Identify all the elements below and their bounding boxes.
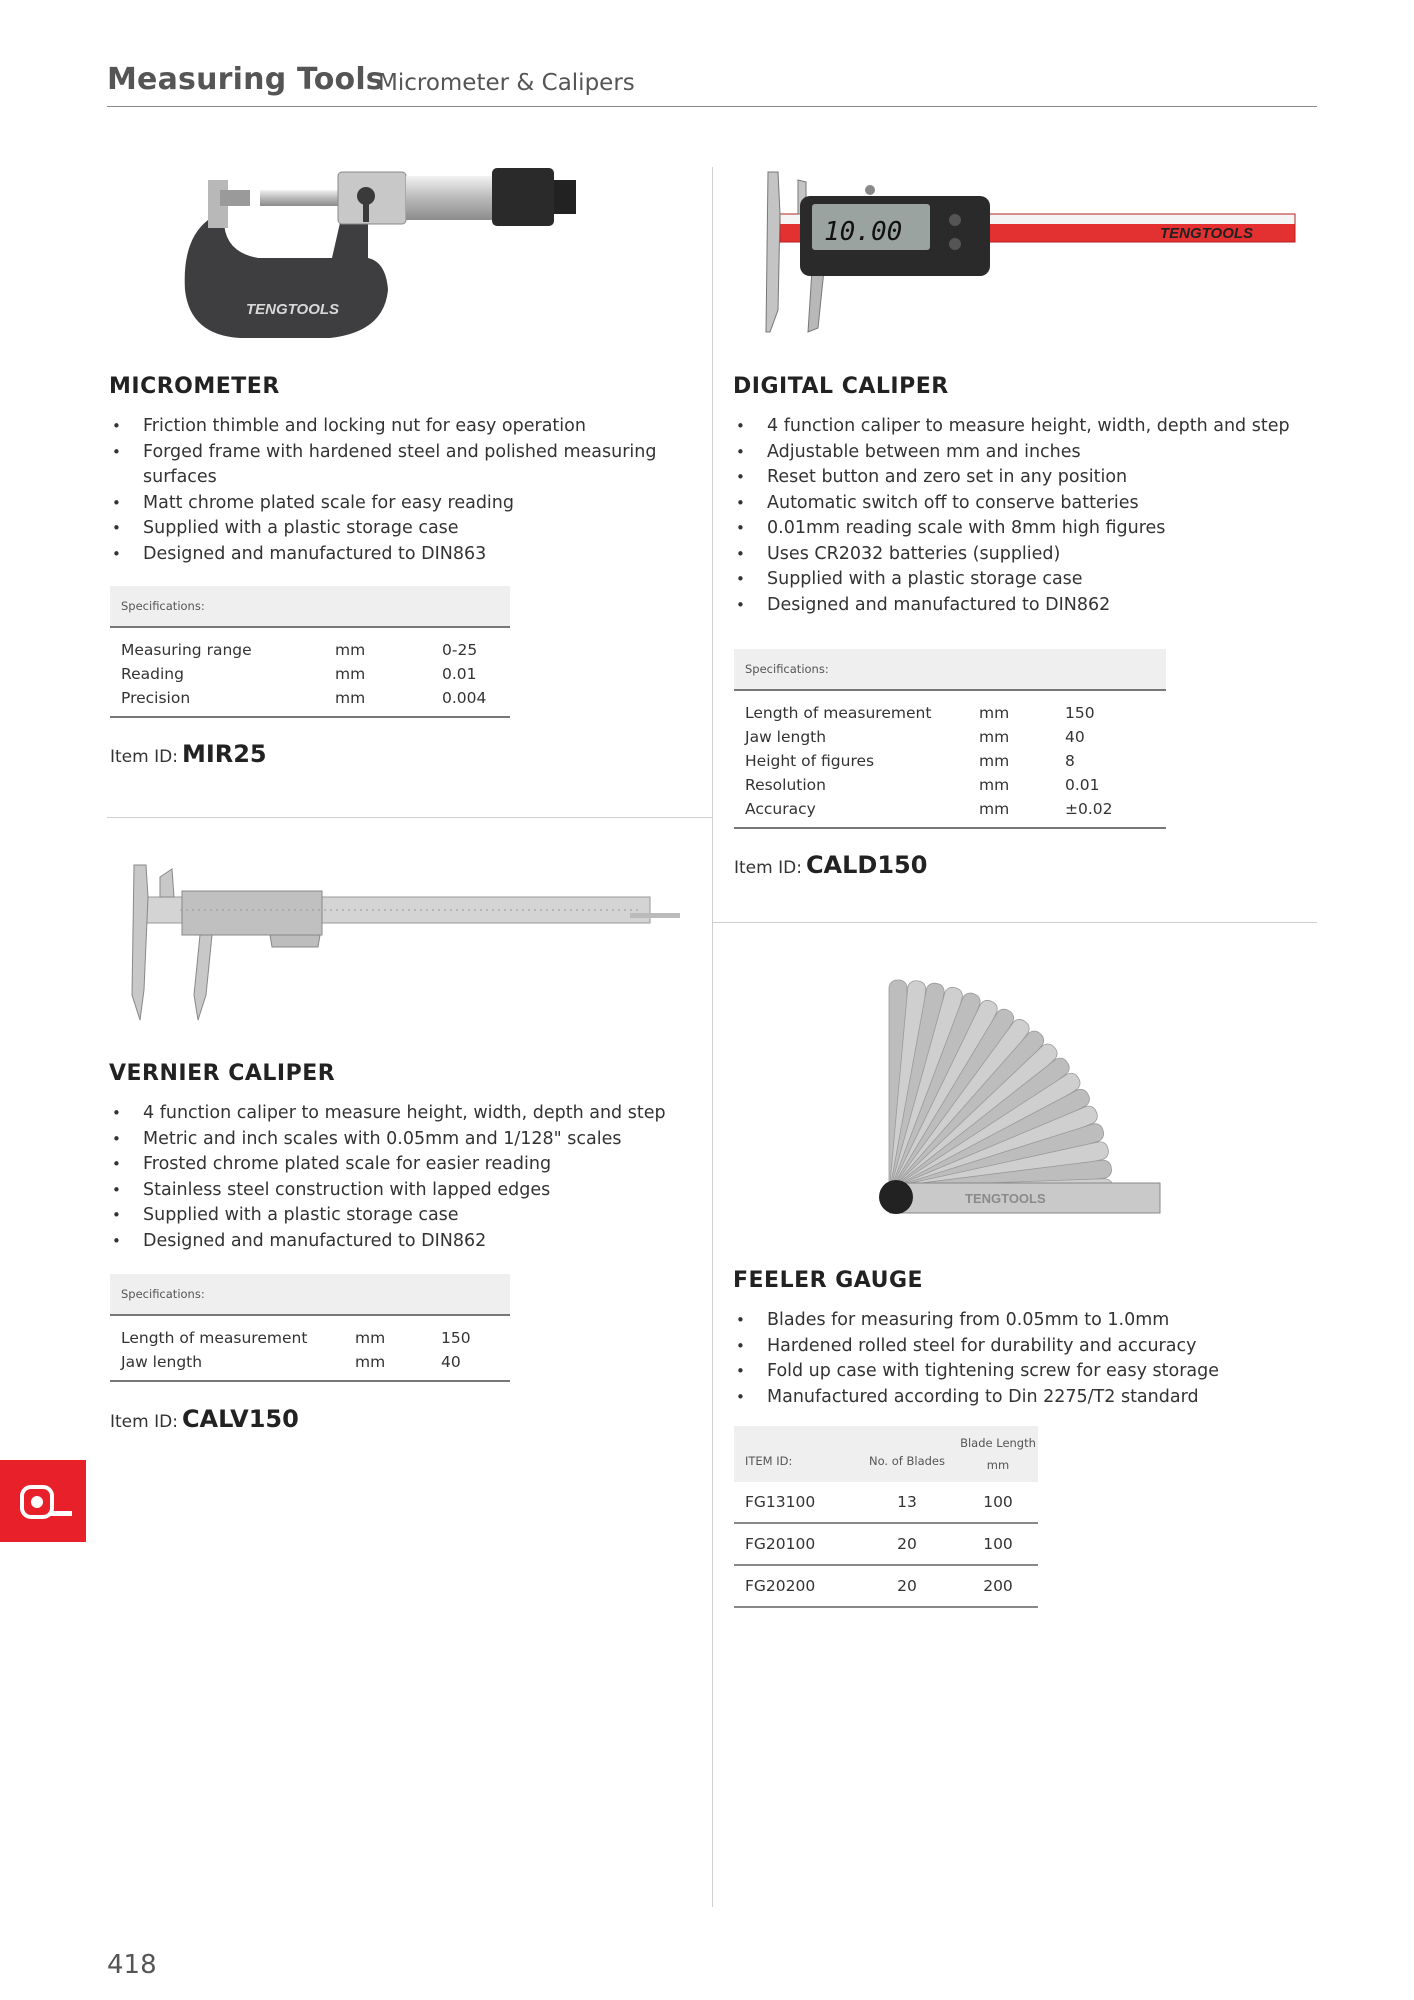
feature-item: • Hardened rolled steel for durability and accuracy — [734, 1334, 1314, 1360]
micrometer-spec-table — [110, 586, 510, 718]
spec-value: ±0.02 — [1054, 797, 1166, 828]
feature-item: • Designed and manufactured to DIN862 — [734, 593, 1314, 619]
digital-caliper-item-id — [734, 851, 927, 879]
feature-item: • Stainless steel construction with lapped edges — [110, 1178, 680, 1204]
digital-caliper-image — [750, 160, 1305, 340]
item-id-value: CALV150 — [181, 1405, 299, 1433]
feature-item: • Uses CR2032 batteries (supplied) — [734, 542, 1314, 568]
spec-label: Length of measurement — [121, 1329, 308, 1347]
fg-length: 100 — [958, 1523, 1038, 1565]
item-id-label: Item ID: — [110, 747, 178, 767]
feature-item: • Supplied with a plastic storage case — [110, 516, 680, 542]
feature-item: • Designed and manufactured to DIN863 — [110, 542, 680, 568]
feature-item: • 4 function caliper to measure height, width, depth and step — [110, 1101, 680, 1127]
spec-label: Measuring range — [121, 641, 252, 659]
fg-length: 100 — [958, 1482, 1038, 1523]
spec-value: 0.01 — [1065, 776, 1100, 794]
spec-label: Resolution — [745, 776, 826, 794]
spec-value: 0-25 — [442, 641, 478, 659]
spec-label: Accuracy — [734, 797, 968, 828]
feeler-gauge-image — [860, 955, 1180, 1225]
feature-item: • Supplied with a plastic storage case — [734, 567, 1314, 593]
feature-item: • Supplied with a plastic storage case — [110, 1203, 680, 1229]
feeler-blades — [889, 980, 1113, 1204]
fg-length: 200 — [958, 1565, 1038, 1607]
digital-caliper-display: 10.00 — [824, 217, 903, 247]
feature-item: • Adjustable between mm and inches — [734, 440, 1314, 466]
page-number: 418 — [107, 1950, 157, 1980]
fg-header-length-unit: mm — [986, 1458, 1010, 1472]
feature-item: • Fold up case with tightening screw for easy storage — [734, 1359, 1314, 1385]
table-row — [734, 1523, 1038, 1565]
fg-blades: 20 — [856, 1523, 958, 1565]
feeler-gauge-brand-label: TENGTOOLS — [965, 1191, 1046, 1206]
feature-item: • Friction thimble and locking nut for easy operation — [110, 414, 680, 440]
feeler-gauge-title: FEELER GAUGE — [733, 1268, 924, 1293]
fg-item: FG20200 — [734, 1565, 856, 1607]
spec-unit: mm — [979, 728, 1010, 746]
fg-blades: 13 — [856, 1482, 958, 1523]
feature-item: • Designed and manufactured to DIN862 — [110, 1229, 680, 1255]
feeler-gauge-table — [734, 1426, 1038, 1608]
spec-unit: mm — [344, 1350, 430, 1381]
vernier-caliper-item-id — [110, 1405, 299, 1433]
section-divider-left — [107, 817, 712, 818]
column-divider — [712, 167, 713, 1907]
feature-item: • Metric and inch scales with 0.05mm and 1/128" scales — [110, 1127, 680, 1153]
fg-header-blades: No. of Blades — [856, 1426, 958, 1482]
feature-item: • 0.01mm reading scale with 8mm high figures — [734, 516, 1314, 542]
vernier-caliper-spec-table — [110, 1274, 510, 1382]
spec-unit: mm — [335, 641, 366, 659]
micrometer-image — [180, 160, 620, 345]
spec-value: 40 — [430, 1350, 510, 1381]
spec-header: Specifications: — [110, 1274, 510, 1315]
spec-label: Length of measurement — [745, 704, 932, 722]
fg-header-item: ITEM ID: — [734, 1426, 856, 1482]
feature-item: • Forged frame with hardened steel and polished measuring surfaces — [110, 440, 680, 491]
item-id-value: MIR25 — [181, 740, 267, 768]
feature-item: • Reset button and zero set in any position — [734, 465, 1314, 491]
spec-unit: mm — [979, 776, 1010, 794]
page-subtitle: Micrometer & Calipers — [378, 70, 635, 96]
spec-value: 40 — [1065, 728, 1085, 746]
spec-label: Reading — [121, 665, 184, 683]
spec-unit: mm — [968, 797, 1054, 828]
vernier-caliper-features — [110, 1101, 680, 1254]
spec-unit: mm — [979, 752, 1010, 770]
feature-item: • Automatic switch off to conserve batteries — [734, 491, 1314, 517]
spec-value: 8 — [1065, 752, 1075, 770]
micrometer-item-id — [110, 740, 267, 768]
table-row — [734, 1482, 1038, 1523]
fg-header-length: Blade Length — [960, 1436, 1036, 1450]
table-row — [734, 1565, 1038, 1607]
spec-value: 0.01 — [442, 665, 477, 683]
tape-measure-icon — [0, 1460, 86, 1542]
micrometer-brand-label: TENGTOOLS — [246, 301, 340, 318]
spec-label: Jaw length — [745, 728, 827, 746]
section-divider-right — [713, 922, 1317, 923]
spec-header: Specifications: — [110, 586, 510, 627]
feature-item: • 4 function caliper to measure height, width, depth and step — [734, 414, 1314, 440]
spec-unit: mm — [335, 665, 366, 683]
header-rule — [107, 106, 1317, 107]
spec-label: Jaw length — [110, 1350, 344, 1381]
spec-unit: mm — [355, 1329, 386, 1347]
vernier-caliper-image — [120, 855, 690, 1030]
digital-caliper-spec-table — [734, 649, 1166, 829]
spec-unit: mm — [979, 704, 1010, 722]
feature-item: • Blades for measuring from 0.05mm to 1.0mm — [734, 1308, 1314, 1334]
spec-header: Specifications: — [734, 649, 1166, 690]
vernier-caliper-title: VERNIER CALIPER — [109, 1061, 336, 1086]
digital-caliper-title: DIGITAL CALIPER — [733, 374, 949, 399]
spec-value: 0.004 — [431, 686, 510, 717]
fg-item: FG13100 — [734, 1482, 856, 1523]
digital-caliper-brand-label: TENGTOOLS — [1160, 225, 1254, 242]
fg-item: FG20100 — [734, 1523, 856, 1565]
feature-item: • Matt chrome plated scale for easy reading — [110, 491, 680, 517]
item-id-label: Item ID: — [734, 858, 802, 878]
feeler-gauge-features — [734, 1308, 1314, 1410]
spec-value: 150 — [1065, 704, 1095, 722]
spec-value: 150 — [441, 1329, 471, 1347]
spec-label: Height of figures — [745, 752, 875, 770]
page-title: Measuring Tools — [107, 62, 384, 97]
item-id-label: Item ID: — [110, 1412, 178, 1432]
feature-item: • Frosted chrome plated scale for easier reading — [110, 1152, 680, 1178]
spec-unit: mm — [324, 686, 431, 717]
spec-label: Precision — [110, 686, 324, 717]
section-side-tab — [0, 1460, 86, 1542]
fg-blades: 20 — [856, 1565, 958, 1607]
item-id-value: CALD150 — [805, 851, 928, 879]
micrometer-title: MICROMETER — [109, 374, 280, 399]
micrometer-features — [110, 414, 680, 567]
feature-item: • Manufactured according to Din 2275/T2 standard — [734, 1385, 1314, 1411]
digital-caliper-features — [734, 414, 1314, 618]
